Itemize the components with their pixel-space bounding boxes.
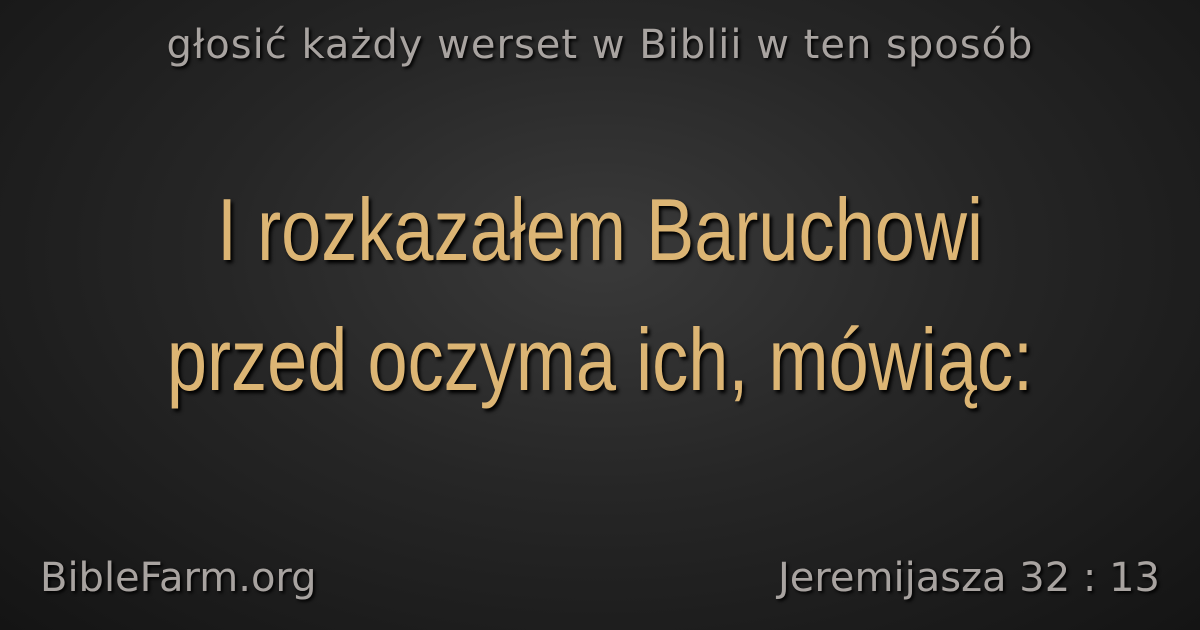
verse-text — [108, 165, 1092, 425]
site-name: BibleFarm.org — [40, 555, 317, 601]
verse-reference: Jeremijasza 32 : 13 — [777, 555, 1160, 601]
tagline: głosić każdy werset w Biblii w ten sposób — [166, 22, 1034, 68]
verse-line-1: I rozkazałem Baruchowi — [216, 180, 983, 279]
verse-line-2: przed oczyma ich, mówiąc: — [166, 310, 1034, 409]
